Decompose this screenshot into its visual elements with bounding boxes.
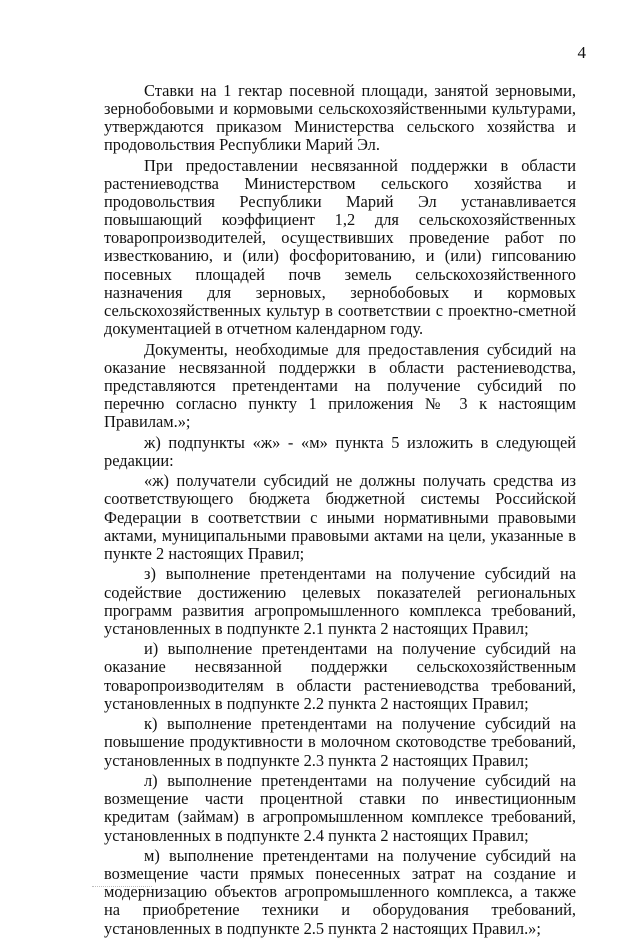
paragraph-documents: Документы, необходимые для предоставления субсидий на оказание несвязанной поддержки в области растениеводства, представляются претендентами на получение субсидий по перечню согласно пункту 1 приложения № 3 к настоящим Правилам.»; (104, 339, 576, 431)
paragraph-item-z: з) выполнение претендентами на получение субсидий на содействие достижению целевых показателей региональных программ развития агропромышленного комплекса требований, установленных в подпункте 2.1 пункта 2 настоящих Правил; (104, 564, 576, 638)
paragraph-rates: Ставки на 1 гектар посевной площади, занятой зерновыми, зернобобовыми и кормовыми сельскохозяйственными культурами, утверждаются приказом Министерства сельского хозяйства и продовольствия Республики Марий Эл. (104, 81, 576, 155)
paragraph-item-i: и) выполнение претендентами на получение субсидий на оказание несвязанной поддержки сельскохозяйственным товаропроизводителям в области растениеводства требований, установленных в подпункте 2.2 пункта 2 настоящих Правил; (104, 639, 576, 713)
scan-specks (92, 886, 152, 891)
page-number: 4 (577, 43, 586, 62)
paragraph-item-l: л) выполнение претендентами на получение субсидий на возмещение части процентной ставки по инвестиционным кредитам (займам) в агропромышленном комплексе требований, установленных в подпункте 2.4 пункта 2 настоящих Правил; (104, 771, 576, 845)
paragraph-amendment-zh: ж) подпункты «ж» - «м» пункта 5 изложить в следующей редакции: (104, 432, 576, 470)
document-body (104, 82, 576, 940)
paragraph-item-m: м) выполнение претендентами на получение субсидий на возмещение части прямых понесенных затрат на создание и модернизацию объектов агропромышленного комплекса, а также на приобретение техники и оборудования требований, установленных в подпункте 2.5 пункта 2 настоящих Правил.»; (104, 846, 576, 938)
paragraph-coefficient: При предоставлении несвязанной поддержки в области растениеводства Министерством сельского хозяйства и продовольствия Республики Марий Эл устанавливается повышающий коэффициент 1,2 для сельскохозяйственных товаропроизводителей, осуществивших проведение работ по известкованию, и (или) фосфоритованию, и (или) гипсованию посевных площадей почв земель сельскохозяйственного назначения для зерновых, зернобобовых и кормовых сельскохозяйственных культур в соответствии с проектно-сметной документацией в отчетном календарном году. (104, 155, 576, 338)
paragraph-item-k: к) выполнение претендентами на получение субсидий на повышение продуктивности в молочном скотоводстве требований, установленных в подпункте 2.3 пункта 2 настоящих Правил; (104, 714, 576, 770)
paragraph-item-zh: «ж) получатели субсидий не должны получать средства из соответствующего бюджета бюджетной системы Российской Федерации в соответствии с иными нормативными правовыми актами, муниципальными правовыми актами на цели, указанные в пункте 2 настоящих Правил; (104, 471, 576, 563)
